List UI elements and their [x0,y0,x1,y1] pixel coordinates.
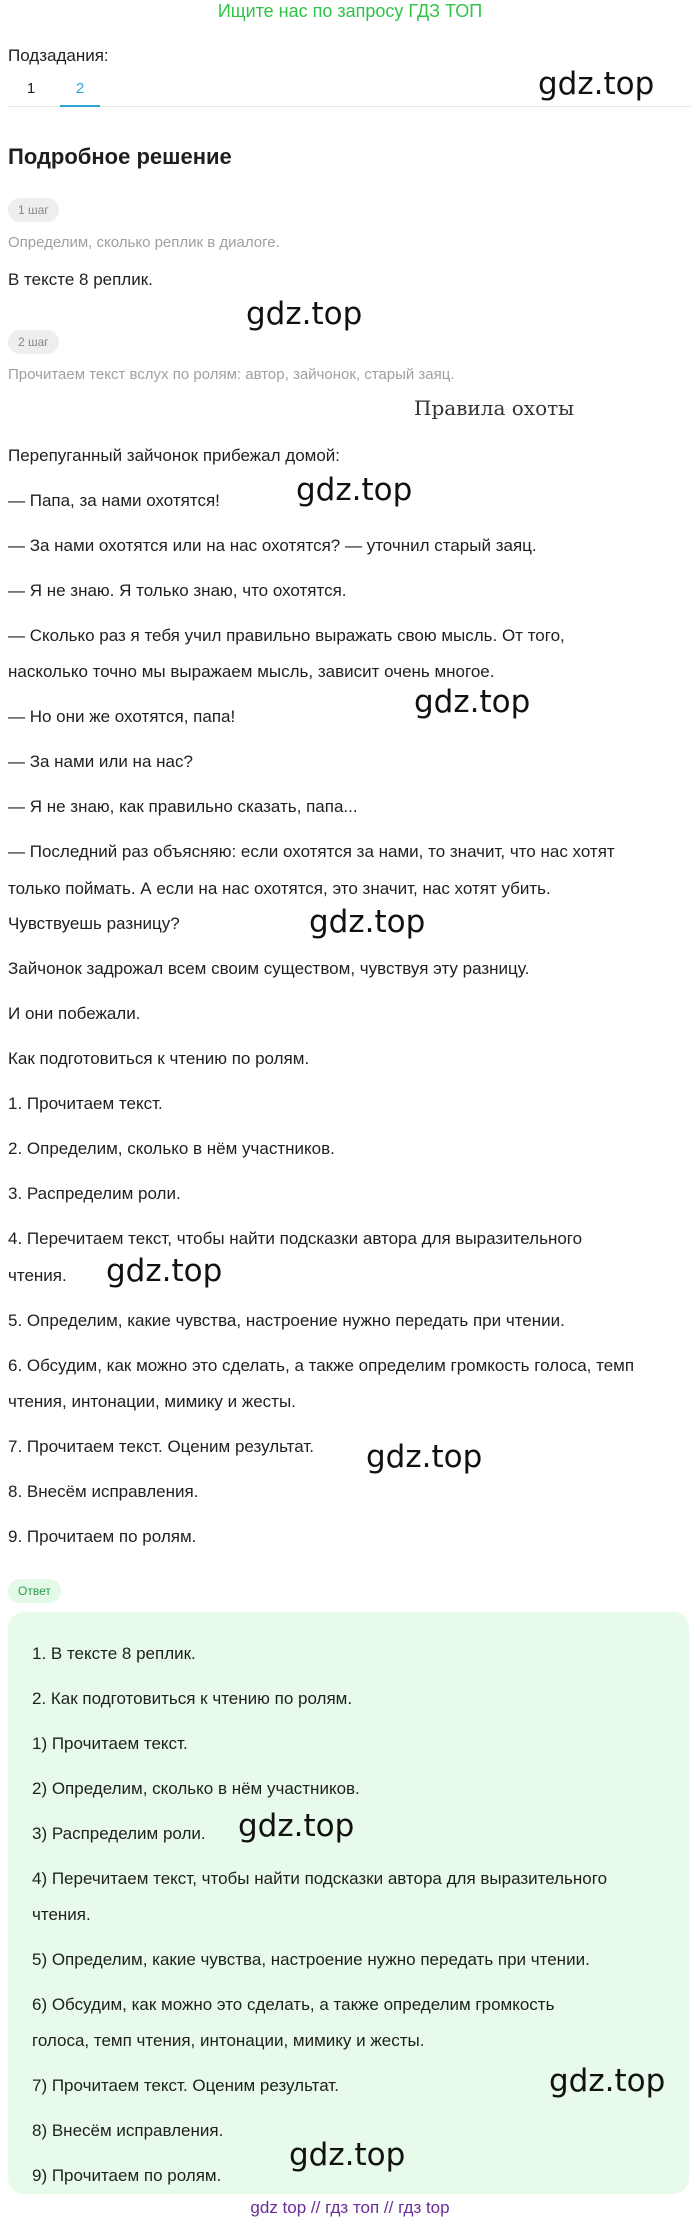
subtask-tab-1[interactable]: 1 [26,80,36,97]
answer-line: 9) Прочитаем по ролям. [32,2166,222,2185]
story-line: чтения. [8,1266,67,1285]
solution-title: Подробное решение [8,144,232,169]
story-line: 7. Прочитаем текст. Оценим результат. [8,1437,314,1456]
answer-line: 7) Прочитаем текст. Оценим результат. [32,2076,339,2095]
step-2-chip: 2 шаг [8,330,59,354]
subtask-tabs [8,76,691,107]
answer-line: 2) Определим, сколько в нём участников. [32,1779,360,1798]
watermark: gdz.top [309,904,426,940]
answer-line: 1. В тексте 8 реплик. [32,1644,196,1663]
answer-line: 5) Определим, какие чувства, настроение нужно передать при чтении. [32,1950,590,1969]
story-line: чтения, интонации, мимику и жесты. [8,1392,296,1411]
story-line: Чувствуешь разницу? [8,914,180,933]
answer-chip: Ответ [8,1579,61,1603]
step-1-chip: 1 шаг [8,198,59,222]
search-banner: Ищите нас по запросу ГДЗ ТОП [217,1,483,21]
story-line: — Но они же охотятся, папа! [8,707,236,726]
step-1-text: В тексте 8 реплик. [8,270,153,289]
story-line: — За нами охотятся или на нас охотятся? — уточнил старый заяц. [8,536,537,555]
answer-line: 3) Распределим роли. [32,1824,206,1843]
story-line: — Последний раз объясняю: если охотятся за нами, то значит, что нас хотят [8,842,615,861]
answer-line: 1) Прочитаем текст. [32,1734,188,1753]
watermark: gdz.top [289,2137,406,2173]
step-1-hint: Определим, сколько реплик в диалоге. [8,234,280,251]
watermark: gdz.top [296,472,413,508]
watermark: gdz.top [106,1253,223,1289]
story-line: только поймать. А если на нас охотятся, это значит, нас хотят убить. [8,879,551,898]
story-line: — Сколько раз я тебя учил правильно выражать свою мысль. От того, [8,626,565,645]
story-line: 8. Внесём исправления. [8,1482,199,1501]
subtask-tab-2[interactable]: 2 [60,78,100,107]
footer-links[interactable]: gdz top // гдз топ // гдз top [250,2198,450,2217]
answer-line: чтения. [32,1905,91,1924]
watermark: gdz.top [538,66,655,102]
answer-line: голоса, темп чтения, интонации, мимику и жесты. [32,2031,425,2050]
story-line: — За нами или на нас? [8,752,193,771]
story-line: 3. Распределим роли. [8,1184,181,1203]
story-line: — Я не знаю, как правильно сказать, папа... [8,797,358,816]
answer-line: 2. Как подготовиться к чтению по ролям. [32,1689,353,1708]
story-line: Как подготовиться к чтению по ролям. [8,1049,310,1068]
watermark: gdz.top [238,1808,355,1844]
answer-line: 6) Обсудим, как можно это сделать, а также определим громкость [32,1995,555,2014]
watermark: gdz.top [414,684,531,720]
story-line: 9. Прочитаем по ролям. [8,1527,197,1546]
story-title: Правила охоты [414,396,575,420]
story-line: Зайчонок задрожал всем своим существом, чувствуя эту разницу. [8,959,530,978]
story-line: И они побежали. [8,1004,141,1023]
story-line: — Я не знаю. Я только знаю, что охотятся. [8,581,347,600]
watermark: gdz.top [366,1439,483,1475]
story-line: 6. Обсудим, как можно это сделать, а также определим громкость голоса, темп [8,1356,635,1375]
story-line: 1. Прочитаем текст. [8,1094,163,1113]
story-line: Перепуганный зайчонок прибежал домой: [8,446,341,465]
story-line: 5. Определим, какие чувства, настроение нужно передать при чтении. [8,1311,565,1330]
answer-line: 4) Перечитаем текст, чтобы найти подсказки автора для выразительного [32,1869,608,1888]
step-2-hint: Прочитаем текст вслух по ролям: автор, зайчонок, старый заяц. [8,366,455,383]
answer-line: 8) Внесём исправления. [32,2121,224,2140]
watermark: gdz.top [549,2063,666,2099]
watermark: gdz.top [246,296,363,332]
story-line: — Папа, за нами охотятся! [8,491,220,510]
story-line: 4. Перечитаем текст, чтобы найти подсказки автора для выразительного [8,1229,583,1248]
story-line: насколько точно мы выражаем мысль, зависит очень многое. [8,662,495,681]
story-line: 2. Определим, сколько в нём участников. [8,1139,335,1158]
subtasks-label: Подзадания: [8,46,109,65]
